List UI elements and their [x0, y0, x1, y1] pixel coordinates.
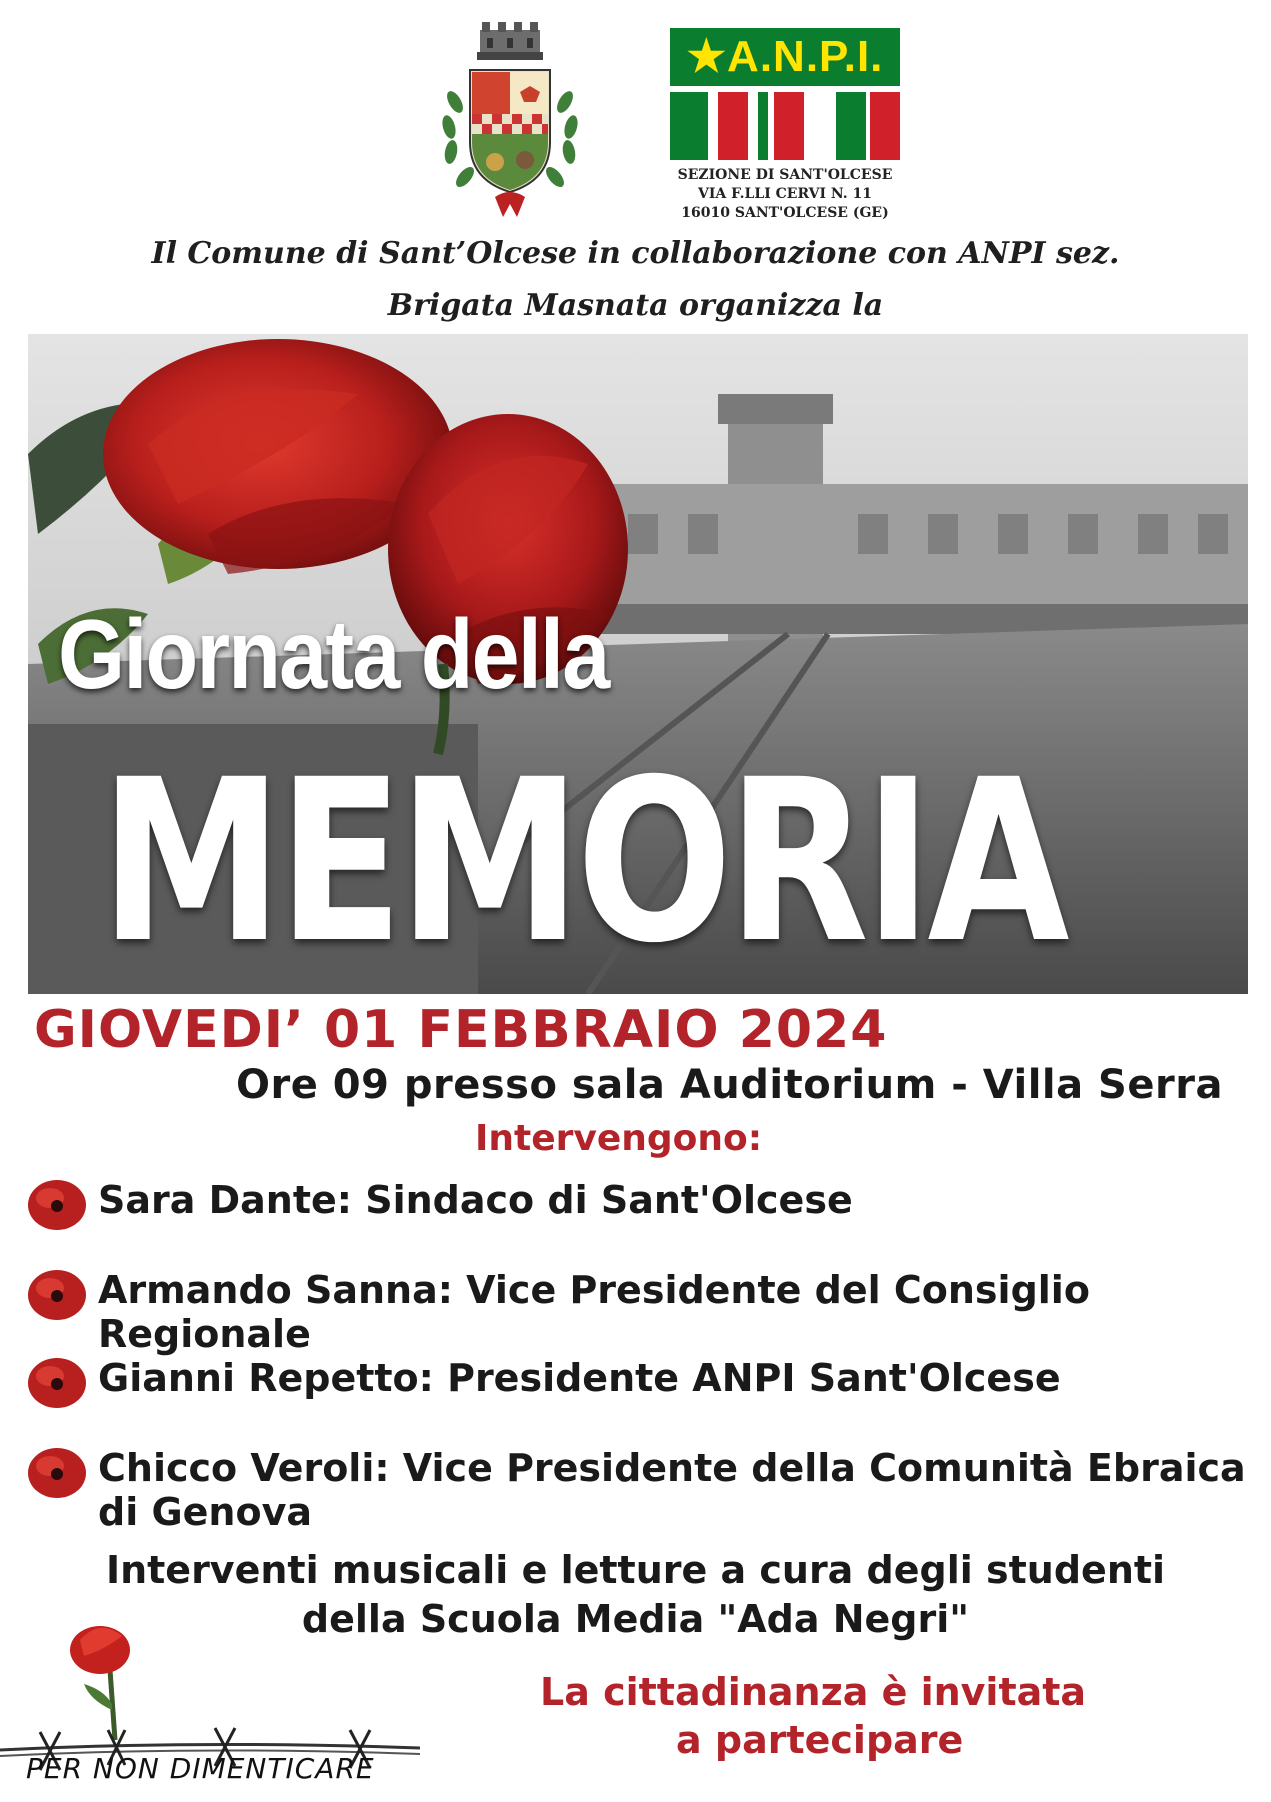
speaker-item	[26, 1262, 1266, 1356]
anpi-address-line: SEZIONE DI SANT'OLCESE	[677, 167, 893, 183]
music-line-1: Interventi musicali e letture a cura degli studenti	[105, 1548, 1166, 1592]
anpi-logo	[670, 28, 900, 221]
speaker-item	[26, 1440, 1266, 1540]
speaker-item	[26, 1350, 1266, 1410]
invitation-line-2: a partecipare	[676, 1718, 964, 1762]
speaker-name: Chicco Veroli: Vice Presidente della Comunità Ebraica di Genova	[98, 1446, 1246, 1534]
poppy-icon	[26, 1176, 88, 1234]
speaker-item	[26, 1172, 1266, 1232]
speakers-heading: Intervengono:	[475, 1118, 763, 1159]
event-venue: Ore 09 presso sala Auditorium - Villa Serra	[236, 1062, 1223, 1108]
event-date: GIOVEDI’ 01 FEBBRAIO 2024	[34, 1000, 888, 1060]
anpi-logo-title: ★A.N.P.I.	[670, 28, 900, 86]
anpi-address	[670, 166, 900, 223]
invitation-line-1: La cittadinanza è invitata	[540, 1670, 1087, 1714]
hero-subtitle: MEMORIA	[100, 731, 1065, 992]
footer-motto: PER NON DIMENTICARE	[26, 1752, 375, 1785]
speaker-name: Sara Dante: Sindaco di Sant'Olcese	[98, 1178, 853, 1222]
music-line-2: della Scuola Media "Ada Negri"	[301, 1597, 970, 1641]
poppy-icon	[26, 1354, 88, 1412]
anpi-address-line: 16010 SANT'OLCESE (GE)	[681, 205, 889, 221]
speaker-name: Gianni Repetto: Presidente ANPI Sant'Olcese	[98, 1356, 1061, 1400]
poppy-icon	[26, 1266, 88, 1324]
hero-title: Giornata della	[58, 599, 609, 709]
poppy-icon	[26, 1444, 88, 1502]
intro-line-1: Il Comune di Sant’Olcese in collaborazione con ANPI sez.	[151, 236, 1120, 271]
intro-line-2: Brigata Masnata organizza la	[387, 288, 884, 323]
anpi-address-line: VIA F.LLI CERVI N. 11	[697, 186, 873, 202]
speaker-name: Armando Sanna: Vice Presidente del Consiglio Regionale	[98, 1268, 1090, 1356]
anpi-flag-stripes	[670, 92, 900, 160]
municipal-crest-logo	[425, 12, 595, 222]
